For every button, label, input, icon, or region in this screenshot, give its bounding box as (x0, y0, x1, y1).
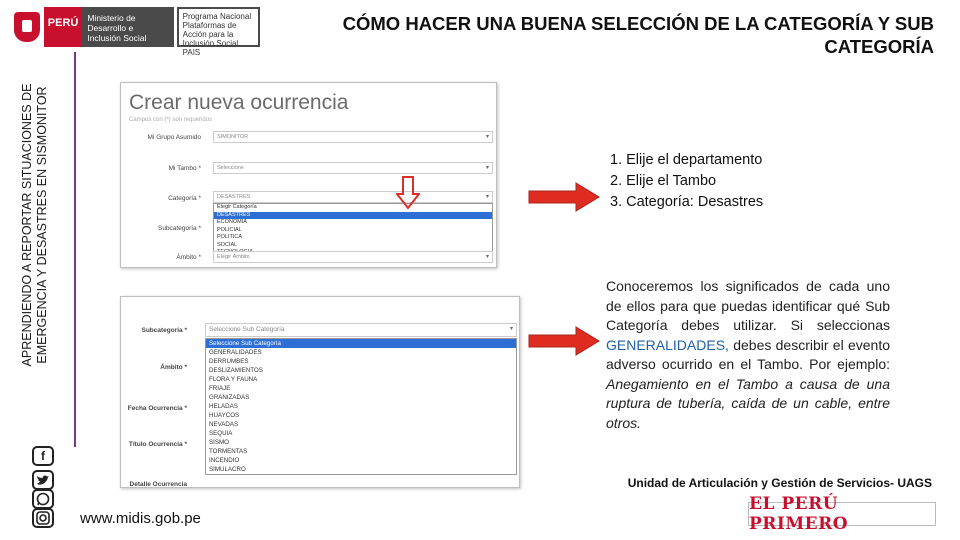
down-arrow-icon (396, 176, 420, 210)
dropdown-option[interactable]: Elegir Categoría (217, 204, 257, 210)
step-item: 1. Elije el departamento (610, 152, 763, 168)
explanation-text: debes describir el evento adverso ocurrido en el Tambo. Por ejemplo: (606, 336, 890, 372)
field-label-subcategoria: Subcategoría * (157, 225, 201, 232)
dropdown-option[interactable]: HUAYCOS (209, 412, 240, 419)
field-label-grupo: Mi Grupo Asumido (147, 134, 201, 141)
example-text: Anegamiento en el Tambo a causa de una ruptura de tubería, caída de un cable, entre otros. (606, 375, 890, 431)
form-subtitle: Campos con (*) son requeridos (129, 117, 213, 123)
categoria-dropdown (213, 203, 493, 258)
grupo-select[interactable]: SIMONITOR ▾ (213, 131, 493, 143)
dropdown-option[interactable]: GENERALIDADES (209, 349, 262, 356)
tambo-select[interactable]: Seleccione ▾ (213, 162, 493, 174)
step-item: 2. Elije el Tambo (610, 173, 717, 189)
program-label: Programa Nacional Plataformas de Acción para la Inclusión Social PAIS (177, 7, 260, 47)
field-label-ambito: Ámbito * (176, 254, 201, 261)
explanation-paragraph (606, 277, 890, 433)
highlight-generalidades: GENERALIDADES, (606, 336, 729, 353)
dropdown-option[interactable]: SOCIAL (217, 241, 238, 248)
dropdown-option-selected[interactable]: Seleccione Sub Categoría (206, 339, 516, 348)
dropdown-option[interactable]: SEQUIA (209, 430, 233, 437)
footer-url[interactable]: www.midis.gob.pe (80, 510, 201, 527)
dropdown-option[interactable]: INCENDIO (209, 457, 240, 464)
sidebar-divider (74, 52, 76, 447)
field-label-ambito: Ámbito * (160, 364, 187, 371)
subcategoria-dropdown (205, 338, 517, 475)
dropdown-option[interactable]: SIMULACRO (209, 466, 246, 473)
explanation-text: Conoceremos los significados de cada uno de ellos para que puedas identificar qué Sub Categoría debes utilizar. Si seleccionas (606, 278, 890, 333)
dropdown-option[interactable]: POLITICA (217, 234, 243, 240)
form-title: Crear nueva ocurrencia (129, 91, 349, 114)
categoria-select[interactable]: DESASTRES ▾ (213, 191, 493, 203)
steps-list (610, 150, 763, 213)
brand-logo: EL PERÚ PRIMERO (748, 502, 936, 526)
page-title: CÓMO HACER UNA BUENA SELECCIÓN DE LA CATEGORÍA Y SUB CATEGORÍA (342, 13, 934, 57)
field-label-categoria: Categoría * (168, 195, 201, 202)
whatsapp-icon[interactable] (32, 489, 54, 509)
dropdown-option[interactable]: NEVADAS (209, 421, 239, 428)
form-screenshot-subcategory (120, 296, 520, 488)
dropdown-option[interactable]: SISMO (209, 439, 229, 446)
peru-shield-icon (14, 12, 40, 42)
field-label-tambo: Mi Tambo * (168, 165, 201, 172)
dropdown-option[interactable]: FRIAJE (209, 385, 231, 392)
form-screenshot-category (120, 82, 497, 268)
twitter-icon[interactable] (32, 470, 54, 490)
right-arrow-icon (528, 326, 600, 356)
dropdown-option[interactable]: FLORA Y FAUNA (209, 376, 258, 383)
dropdown-option[interactable]: DESLIZAMIENTOS (209, 367, 263, 374)
step-item: 3. Categoría: Desastres (610, 194, 764, 210)
dropdown-option[interactable]: GRANIZADAS (209, 394, 250, 401)
peru-label: PERÚ (44, 7, 83, 47)
dropdown-option[interactable]: POLICIAL (217, 226, 242, 233)
dropdown-option[interactable]: TORMENTAS (209, 448, 248, 455)
footer-unit-label: Unidad de Articulación y Gestión de Servicios- UAGS (627, 476, 932, 490)
dropdown-option[interactable]: HELADAS (209, 403, 238, 410)
field-label-titulo: Título Ocurrencia * (128, 441, 187, 448)
subcategoria-select[interactable]: Seleccione Sub Categoría ▾ (205, 323, 517, 337)
header-logo (14, 6, 260, 57)
dropdown-option[interactable]: DERRUMBES (209, 358, 249, 365)
field-label-subcategoria: Subcategoría * (141, 327, 187, 334)
field-label-detalle: Detalle Ocurrencia (129, 481, 187, 488)
right-arrow-icon (528, 182, 600, 212)
ministry-label: Ministerio de Desarrollo e Inclusión Social (82, 7, 173, 47)
dropdown-option-selected[interactable]: DESASTRES (214, 212, 492, 220)
dropdown-option[interactable]: ECONOMIA (217, 219, 247, 225)
instagram-icon[interactable] (32, 508, 54, 528)
ambito-select[interactable]: Elegir Ámbito ▾ (213, 251, 493, 263)
facebook-icon[interactable]: f (32, 446, 54, 466)
field-label-fecha: Fecha Ocurrencia * (127, 405, 187, 412)
sidebar-vertical-text: APRENDIENDO A REPORTAR SITUACIONES DE EMERGENCIA Y DESASTRES EN SISMONITOR (20, 83, 49, 367)
